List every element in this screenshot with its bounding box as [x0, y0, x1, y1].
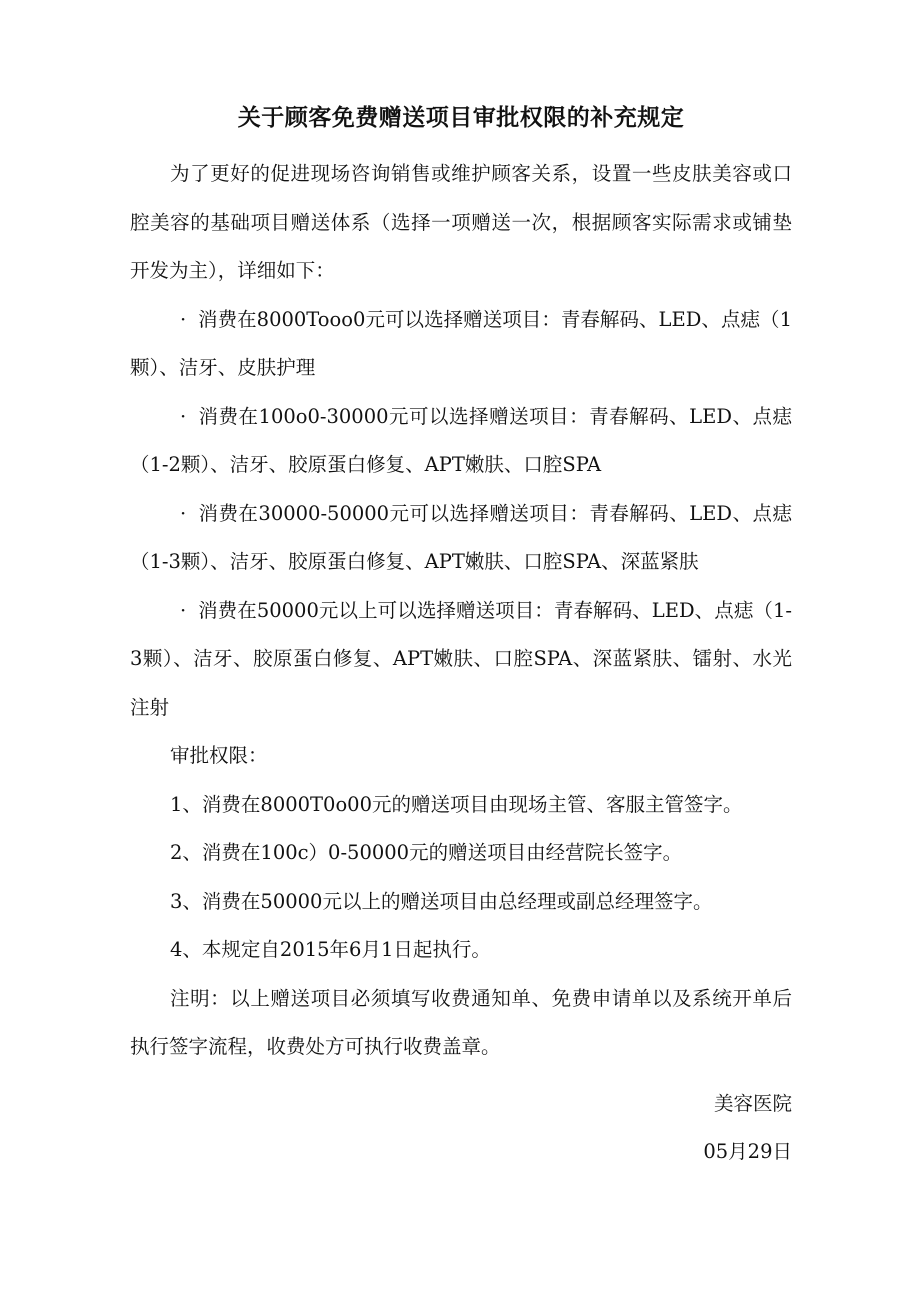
- approval-item-4: 4、本规定自2015年6月1日起执行。: [170, 938, 491, 961]
- bullet-icon: ·: [180, 404, 187, 428]
- document-title: 关于顾客免费赠送项目审批权限的补充规定: [237, 105, 685, 131]
- tier-text: 消费在8000Tooo0元可以选择赠送项目：青春解码、LED、点痣（1颗）、洁牙、皮肤护理: [130, 307, 792, 379]
- bullet-icon: ·: [180, 598, 187, 622]
- tier-text: 消费在50000元以上可以选择赠送项目：青春解码、LED、点痣（1-3颗）、洁牙、胶原蛋白修复、APT嫩肤、口腔SPA、深蓝紧肤、镭射、水光注射: [130, 598, 792, 719]
- document-page: [130, 96, 792, 1177]
- approval-heading: 审批权限：: [170, 744, 268, 767]
- bullet-icon: ·: [180, 307, 187, 331]
- signature-organization: 美容医院: [713, 1091, 792, 1115]
- tier-item-2: [130, 393, 792, 490]
- approval-list: [130, 781, 792, 975]
- approval-item-2: 2、消费在100c）0-50000元的赠送项目由经营院长签字。: [170, 841, 683, 864]
- tier-item-3: [130, 490, 792, 587]
- approval-item-1: 1、消费在8000T0o00元的赠送项目由现场主管、客服主管签字。: [170, 792, 743, 816]
- note-paragraph: 注明：以上赠送项目必须填写收费通知单、免费申请单以及系统开单后执行签字流程，收费处方可执行收费盖章。: [130, 986, 792, 1058]
- tier-item-4: [130, 587, 792, 733]
- tier-item-1: [130, 296, 792, 393]
- signature-date: 05月29日: [703, 1140, 792, 1163]
- approval-item-3: 3、消费在50000元以上的赠送项目由总经理或副总经理签字。: [170, 889, 713, 913]
- bullet-icon: ·: [180, 501, 187, 525]
- intro-paragraph: 为了更好的促进现场咨询销售或维护顾客关系，设置一些皮肤美容或口腔美容的基础项目赠送体系（选择一项赠送一次，根据顾客实际需求或铺垫开发为主），详细如下：: [130, 162, 792, 282]
- tier-text: 消费在30000-50000元可以选择赠送项目：青春解码、LED、点痣（1-3颗）、洁牙、胶原蛋白修复、APT嫩肤、口腔SPA、深蓝紧肤: [130, 501, 792, 573]
- tier-list: [130, 296, 792, 733]
- tier-text: 消费在100o0-30000元可以选择赠送项目：青春解码、LED、点痣（1-2颗）、洁牙、胶原蛋白修复、APT嫩肤、口腔SPA: [130, 404, 792, 476]
